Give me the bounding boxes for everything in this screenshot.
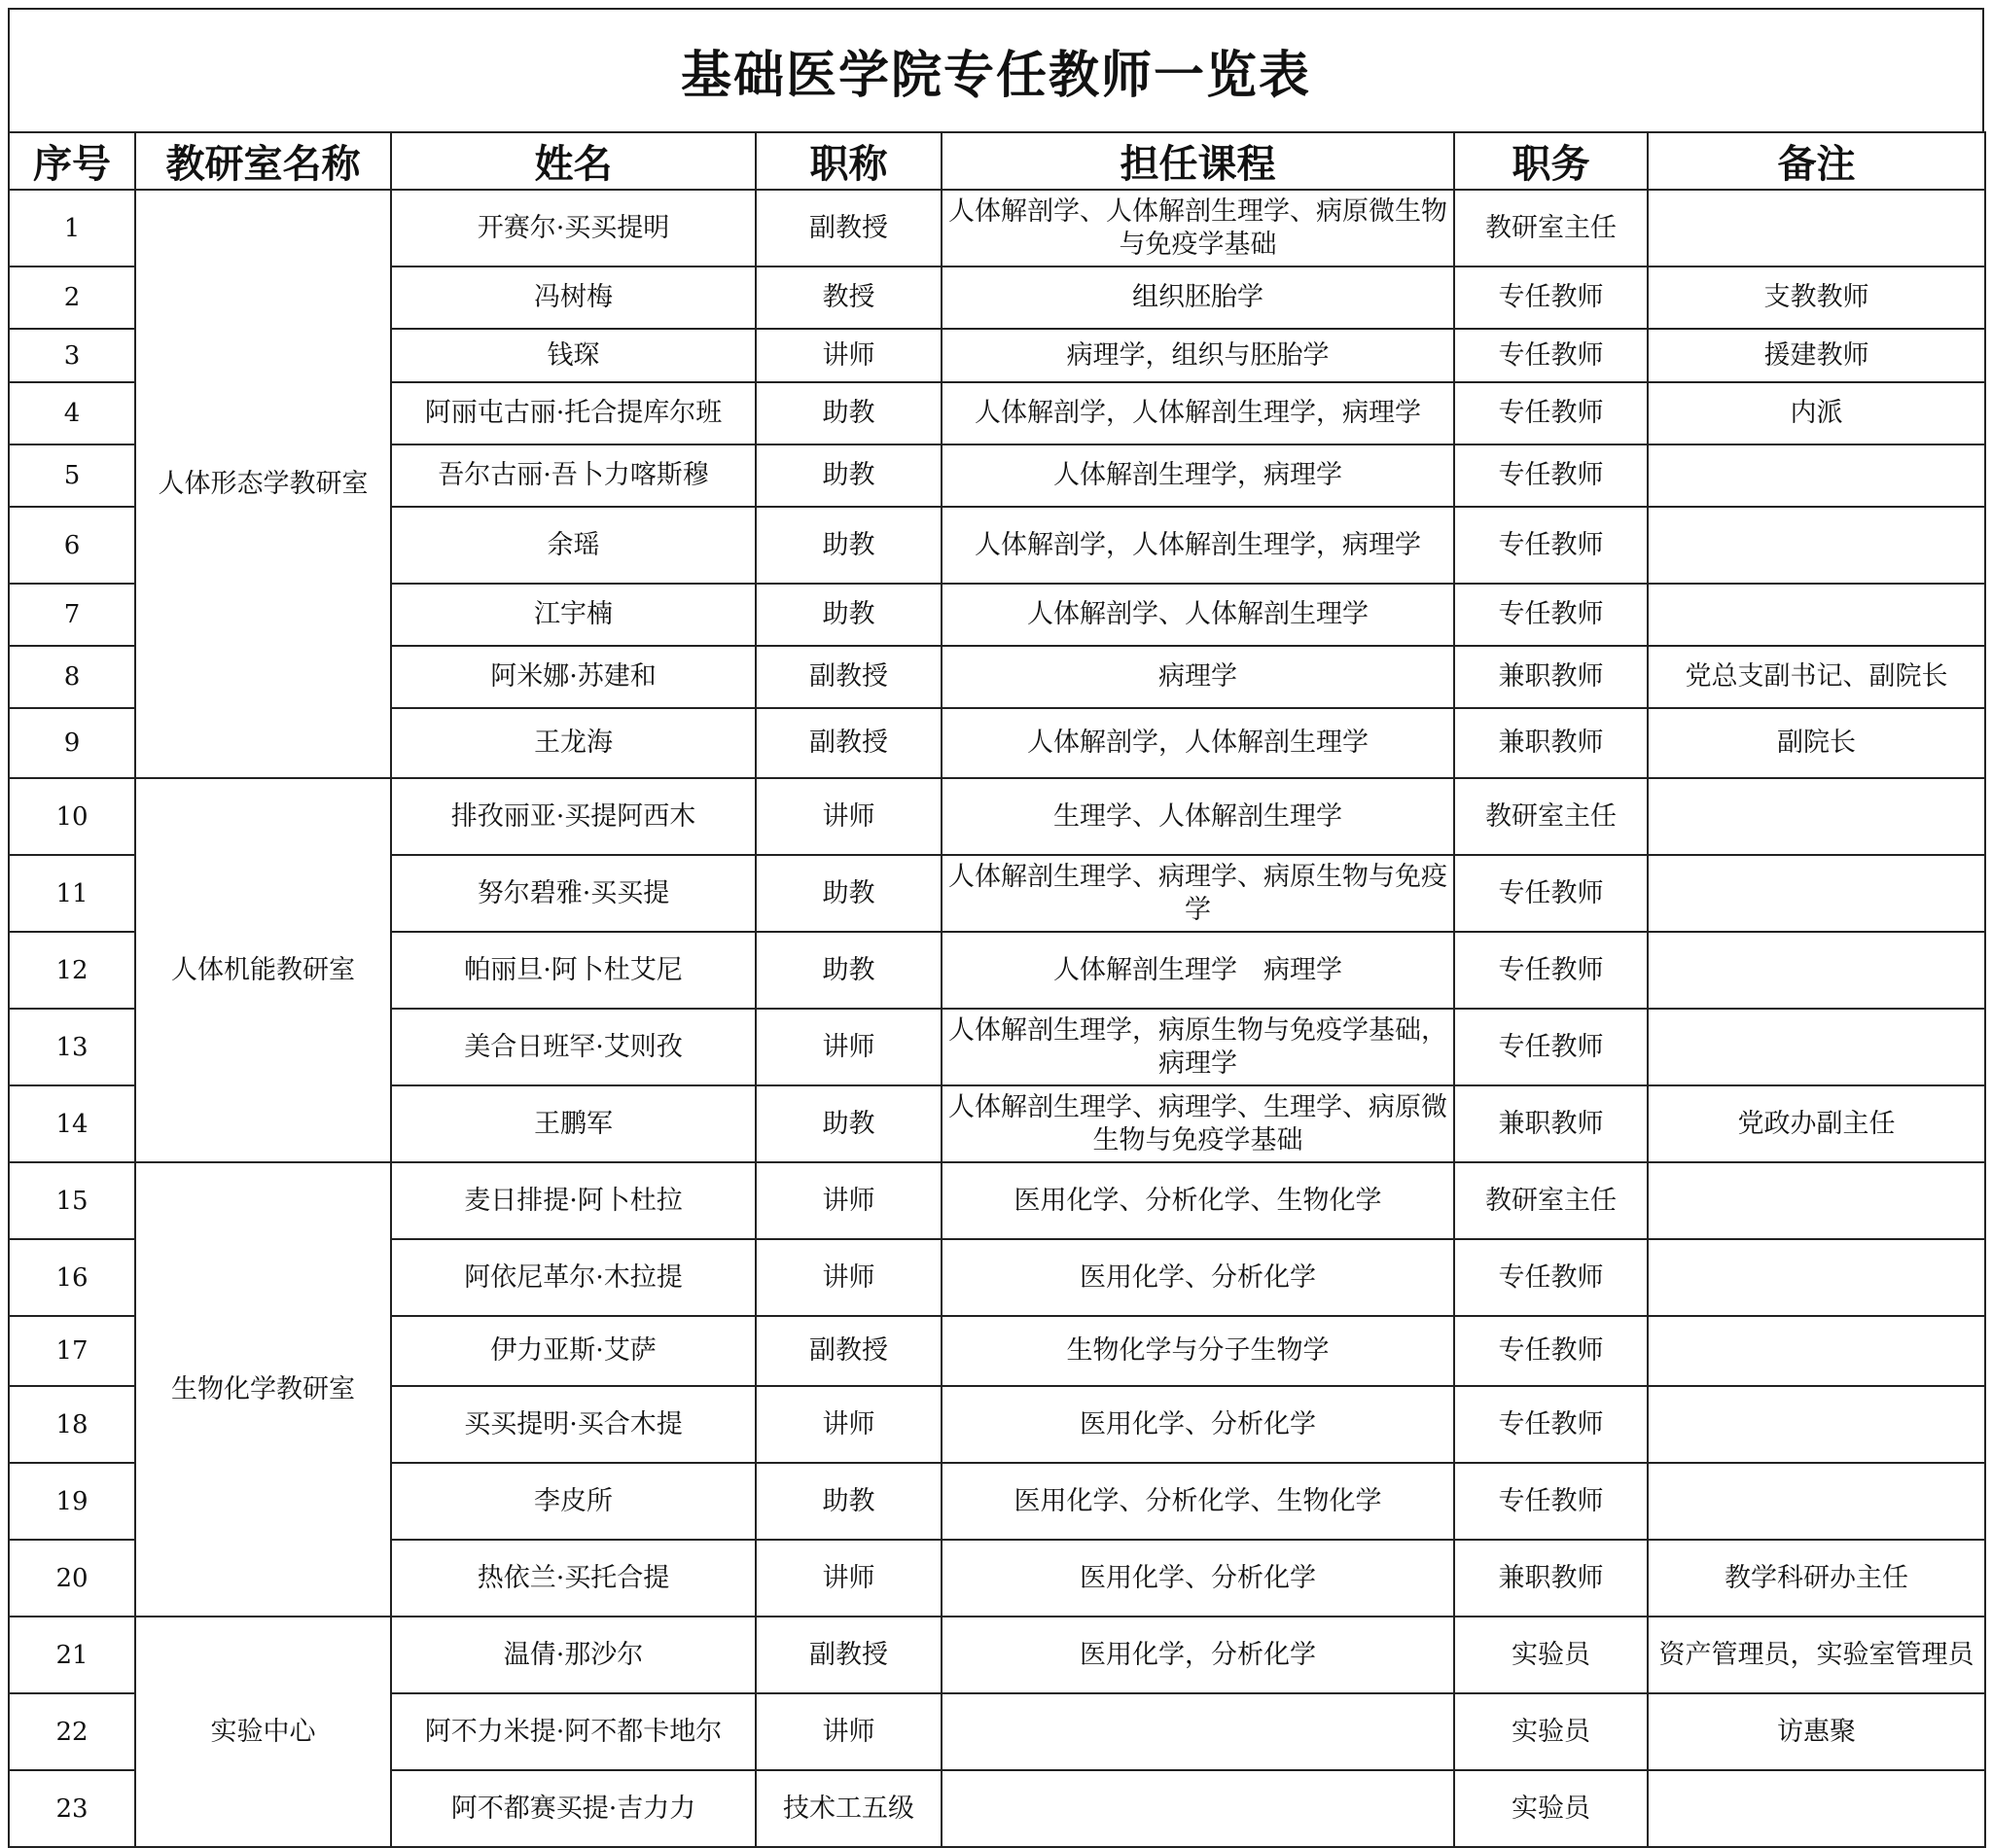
cell-role: 专任教师 bbox=[1454, 584, 1648, 646]
cell-seq: 2 bbox=[9, 267, 135, 329]
table-row bbox=[9, 1162, 1985, 1239]
cell-course: 人体解剖学、人体解剖生理学、病原微生物与免疫学基础 bbox=[942, 190, 1454, 267]
cell-note bbox=[1648, 584, 1985, 646]
cell-course: 人体解剖学、人体解剖生理学 bbox=[942, 584, 1454, 646]
cell-department: 人体形态学教研室 bbox=[135, 190, 391, 778]
table-row bbox=[9, 190, 1985, 267]
faculty-table bbox=[8, 131, 1986, 1848]
cell-role: 实验员 bbox=[1454, 1617, 1648, 1693]
cell-seq: 7 bbox=[9, 584, 135, 646]
cell-note bbox=[1648, 444, 1985, 507]
cell-note bbox=[1648, 1009, 1985, 1085]
cell-course: 人体解剖生理学、病理学、生理学、病原微生物与免疫学基础 bbox=[942, 1085, 1454, 1162]
cell-rank: 助教 bbox=[756, 584, 942, 646]
cell-role: 专任教师 bbox=[1454, 1009, 1648, 1085]
cell-note bbox=[1648, 1386, 1985, 1463]
cell-note: 副院长 bbox=[1648, 708, 1985, 778]
faculty-sheet bbox=[8, 8, 1984, 1848]
cell-rank: 讲师 bbox=[756, 1693, 942, 1770]
cell-rank: 助教 bbox=[756, 1463, 942, 1540]
cell-rank: 副教授 bbox=[756, 190, 942, 267]
cell-seq: 22 bbox=[9, 1693, 135, 1770]
cell-rank: 助教 bbox=[756, 932, 942, 1009]
cell-role: 专任教师 bbox=[1454, 444, 1648, 507]
cell-course: 人体解剖学，人体解剖生理学 bbox=[942, 708, 1454, 778]
cell-name: 钱琛 bbox=[391, 329, 756, 382]
cell-course: 医用化学、分析化学 bbox=[942, 1540, 1454, 1617]
header-rank: 职称 bbox=[756, 132, 942, 190]
cell-note bbox=[1648, 507, 1985, 584]
cell-name: 吾尔古丽·吾卜力喀斯穆 bbox=[391, 444, 756, 507]
cell-course: 医用化学、分析化学 bbox=[942, 1239, 1454, 1316]
cell-role: 专任教师 bbox=[1454, 329, 1648, 382]
cell-seq: 3 bbox=[9, 329, 135, 382]
cell-rank: 助教 bbox=[756, 444, 942, 507]
cell-rank: 助教 bbox=[756, 855, 942, 932]
cell-name: 伊力亚斯·艾萨 bbox=[391, 1316, 756, 1386]
cell-seq: 5 bbox=[9, 444, 135, 507]
cell-course: 人体解剖学，人体解剖生理学，病理学 bbox=[942, 507, 1454, 584]
cell-role: 专任教师 bbox=[1454, 1463, 1648, 1540]
header-seq: 序号 bbox=[9, 132, 135, 190]
cell-course: 病理学 bbox=[942, 646, 1454, 708]
header-department: 教研室名称 bbox=[135, 132, 391, 190]
cell-seq: 13 bbox=[9, 1009, 135, 1085]
cell-name: 余瑶 bbox=[391, 507, 756, 584]
cell-role: 实验员 bbox=[1454, 1770, 1648, 1847]
cell-course: 人体解剖学，人体解剖生理学，病理学 bbox=[942, 382, 1454, 444]
cell-rank: 助教 bbox=[756, 507, 942, 584]
cell-seq: 11 bbox=[9, 855, 135, 932]
cell-rank: 讲师 bbox=[756, 1009, 942, 1085]
cell-seq: 18 bbox=[9, 1386, 135, 1463]
cell-course: 组织胚胎学 bbox=[942, 267, 1454, 329]
table-row bbox=[9, 778, 1985, 855]
cell-rank: 助教 bbox=[756, 382, 942, 444]
cell-role: 专任教师 bbox=[1454, 267, 1648, 329]
cell-note: 访惠聚 bbox=[1648, 1693, 1985, 1770]
cell-department: 人体机能教研室 bbox=[135, 778, 391, 1162]
cell-role: 专任教师 bbox=[1454, 855, 1648, 932]
cell-course: 人体解剖生理学、病理学、病原生物与免疫学 bbox=[942, 855, 1454, 932]
cell-rank: 讲师 bbox=[756, 1162, 942, 1239]
cell-role: 专任教师 bbox=[1454, 932, 1648, 1009]
cell-role: 专任教师 bbox=[1454, 507, 1648, 584]
cell-name: 开赛尔·买买提明 bbox=[391, 190, 756, 267]
cell-rank: 教授 bbox=[756, 267, 942, 329]
cell-note bbox=[1648, 1316, 1985, 1386]
cell-rank: 讲师 bbox=[756, 1540, 942, 1617]
cell-role: 兼职教师 bbox=[1454, 646, 1648, 708]
cell-rank: 副教授 bbox=[756, 1617, 942, 1693]
cell-note: 援建教师 bbox=[1648, 329, 1985, 382]
cell-seq: 21 bbox=[9, 1617, 135, 1693]
cell-name: 美合日班罕·艾则孜 bbox=[391, 1009, 756, 1085]
cell-course: 生理学、人体解剖生理学 bbox=[942, 778, 1454, 855]
cell-rank: 助教 bbox=[756, 1085, 942, 1162]
cell-role: 兼职教师 bbox=[1454, 708, 1648, 778]
cell-note bbox=[1648, 932, 1985, 1009]
cell-name: 阿不力米提·阿不都卡地尔 bbox=[391, 1693, 756, 1770]
cell-role: 实验员 bbox=[1454, 1693, 1648, 1770]
cell-rank: 副教授 bbox=[756, 646, 942, 708]
cell-role: 教研室主任 bbox=[1454, 1162, 1648, 1239]
cell-name: 江宇楠 bbox=[391, 584, 756, 646]
cell-course: 人体解剖生理学，病原生物与免疫学基础，病理学 bbox=[942, 1009, 1454, 1085]
cell-note bbox=[1648, 778, 1985, 855]
cell-course: 生物化学与分子生物学 bbox=[942, 1316, 1454, 1386]
cell-note bbox=[1648, 855, 1985, 932]
cell-seq: 8 bbox=[9, 646, 135, 708]
cell-course bbox=[942, 1693, 1454, 1770]
cell-note: 党政办副主任 bbox=[1648, 1085, 1985, 1162]
header-course: 担任课程 bbox=[942, 132, 1454, 190]
cell-note: 内派 bbox=[1648, 382, 1985, 444]
cell-rank: 讲师 bbox=[756, 1386, 942, 1463]
cell-name: 努尔碧雅·买买提 bbox=[391, 855, 756, 932]
cell-name: 排孜丽亚·买提阿西木 bbox=[391, 778, 756, 855]
cell-rank: 讲师 bbox=[756, 778, 942, 855]
cell-role: 兼职教师 bbox=[1454, 1085, 1648, 1162]
cell-note: 资产管理员，实验室管理员 bbox=[1648, 1617, 1985, 1693]
cell-course: 医用化学、分析化学、生物化学 bbox=[942, 1463, 1454, 1540]
cell-name: 阿依尼革尔·木拉提 bbox=[391, 1239, 756, 1316]
cell-rank: 副教授 bbox=[756, 1316, 942, 1386]
sheet-title: 基础医学院专任教师一览表 bbox=[8, 8, 1984, 131]
cell-name: 王鹏军 bbox=[391, 1085, 756, 1162]
header-role: 职务 bbox=[1454, 132, 1648, 190]
cell-seq: 17 bbox=[9, 1316, 135, 1386]
cell-note bbox=[1648, 1239, 1985, 1316]
cell-seq: 20 bbox=[9, 1540, 135, 1617]
cell-role: 专任教师 bbox=[1454, 1239, 1648, 1316]
cell-department: 实验中心 bbox=[135, 1617, 391, 1847]
cell-name: 热依兰·买托合提 bbox=[391, 1540, 756, 1617]
cell-seq: 12 bbox=[9, 932, 135, 1009]
table-row bbox=[9, 1617, 1985, 1693]
cell-seq: 19 bbox=[9, 1463, 135, 1540]
cell-name: 阿米娜·苏建和 bbox=[391, 646, 756, 708]
cell-name: 阿丽屯古丽·托合提库尔班 bbox=[391, 382, 756, 444]
cell-seq: 23 bbox=[9, 1770, 135, 1847]
header-row bbox=[9, 132, 1985, 190]
cell-name: 冯树梅 bbox=[391, 267, 756, 329]
cell-name: 王龙海 bbox=[391, 708, 756, 778]
cell-note bbox=[1648, 190, 1985, 267]
cell-course: 人体解剖生理学 病理学 bbox=[942, 932, 1454, 1009]
cell-seq: 6 bbox=[9, 507, 135, 584]
cell-name: 阿不都赛买提·吉力力 bbox=[391, 1770, 756, 1847]
cell-course: 医用化学，分析化学 bbox=[942, 1617, 1454, 1693]
cell-role: 专任教师 bbox=[1454, 1386, 1648, 1463]
header-name: 姓名 bbox=[391, 132, 756, 190]
cell-rank: 技术工五级 bbox=[756, 1770, 942, 1847]
cell-note bbox=[1648, 1162, 1985, 1239]
cell-note: 教学科研办主任 bbox=[1648, 1540, 1985, 1617]
cell-seq: 10 bbox=[9, 778, 135, 855]
cell-name: 帕丽旦·阿卜杜艾尼 bbox=[391, 932, 756, 1009]
cell-role: 专任教师 bbox=[1454, 1316, 1648, 1386]
cell-course bbox=[942, 1770, 1454, 1847]
cell-role: 教研室主任 bbox=[1454, 190, 1648, 267]
cell-seq: 14 bbox=[9, 1085, 135, 1162]
cell-rank: 副教授 bbox=[756, 708, 942, 778]
cell-rank: 讲师 bbox=[756, 329, 942, 382]
cell-name: 温倩·那沙尔 bbox=[391, 1617, 756, 1693]
cell-note: 党总支副书记、副院长 bbox=[1648, 646, 1985, 708]
header-note: 备注 bbox=[1648, 132, 1985, 190]
cell-note bbox=[1648, 1463, 1985, 1540]
cell-note: 支教教师 bbox=[1648, 267, 1985, 329]
cell-role: 教研室主任 bbox=[1454, 778, 1648, 855]
cell-name: 买买提明·买合木提 bbox=[391, 1386, 756, 1463]
cell-role: 兼职教师 bbox=[1454, 1540, 1648, 1617]
cell-seq: 16 bbox=[9, 1239, 135, 1316]
cell-course: 医用化学、分析化学 bbox=[942, 1386, 1454, 1463]
cell-department: 生物化学教研室 bbox=[135, 1162, 391, 1617]
cell-note bbox=[1648, 1770, 1985, 1847]
cell-rank: 讲师 bbox=[756, 1239, 942, 1316]
cell-course: 病理学，组织与胚胎学 bbox=[942, 329, 1454, 382]
cell-course: 人体解剖生理学，病理学 bbox=[942, 444, 1454, 507]
cell-course: 医用化学、分析化学、生物化学 bbox=[942, 1162, 1454, 1239]
cell-seq: 4 bbox=[9, 382, 135, 444]
cell-name: 李皮所 bbox=[391, 1463, 756, 1540]
cell-role: 专任教师 bbox=[1454, 382, 1648, 444]
cell-name: 麦日排提·阿卜杜拉 bbox=[391, 1162, 756, 1239]
cell-seq: 15 bbox=[9, 1162, 135, 1239]
cell-seq: 9 bbox=[9, 708, 135, 778]
cell-seq: 1 bbox=[9, 190, 135, 267]
